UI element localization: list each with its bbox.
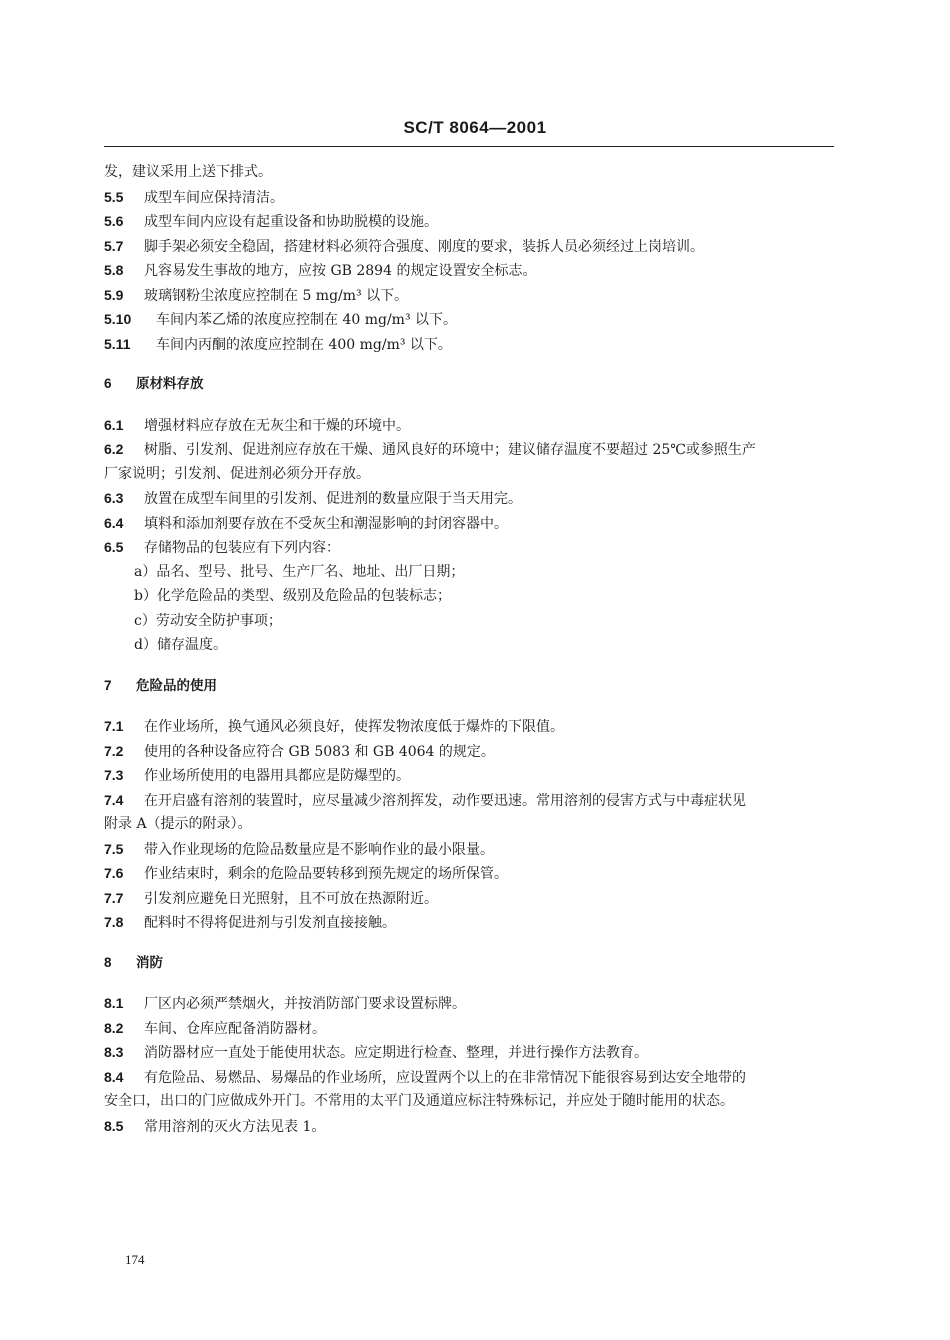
clause-text: 成型车间应保持清洁。 <box>144 189 284 206</box>
clause-7-4 <box>104 788 834 813</box>
clause-number: 7.6 <box>104 865 124 881</box>
clause-text: 凡容易发生事故的地方，应按 GB 2894 的规定设置安全标志。 <box>144 263 537 279</box>
section-title: 危险品的使用 <box>136 677 217 694</box>
spacer <box>104 356 834 372</box>
clause-6-4 <box>104 511 834 536</box>
clause-text: 消防器材应一直处于能使用状态。应定期进行检查、整理，并进行操作方法教育。 <box>144 1045 648 1061</box>
page-number: 174 <box>125 1252 145 1267</box>
clause-5-5 <box>104 185 834 210</box>
clause-5-10 <box>104 307 834 332</box>
clause-number: 7.3 <box>104 767 124 783</box>
section-title: 消防 <box>136 954 163 971</box>
clause-text: 车间、仓库应配备消防器材。 <box>144 1020 326 1037</box>
clause-7-6 <box>104 861 834 886</box>
clause-text: 车间内丙酮的浓度应控制在 400 mg/m³ 以下。 <box>156 336 452 353</box>
clause-text: 配料时不得将促进剂与引发剂直接接触。 <box>144 915 396 931</box>
clause-number: 7.4 <box>104 791 124 808</box>
clause-5-8 <box>104 258 834 283</box>
clause-text: 成型车间内应设有起重设备和协助脱模的设施。 <box>144 214 438 230</box>
text-line: 附录 A（提示的附录）。 <box>104 816 252 832</box>
clause-7-8 <box>104 910 834 935</box>
clause-7-7 <box>104 886 834 911</box>
clause-number: 5.5 <box>104 188 124 205</box>
section-heading-7 <box>104 674 834 699</box>
clause-text: 有危险品、易燃品、易爆品的作业场所，应设置两个以上的在非常情况下能很容易到达安全地带的 <box>144 1069 746 1086</box>
clause-8-1 <box>104 991 834 1016</box>
clause-number: 8.1 <box>104 995 124 1011</box>
clause-number: 5.11 <box>104 335 131 352</box>
clause-6-1 <box>104 413 834 438</box>
text-line: 发，建议采用上送下排式。 <box>104 164 272 180</box>
clause-text: 脚手架必须安全稳固，搭建材料必须符合强度、刚度的要求，装拆人员必须经过上岗培训。 <box>144 238 704 255</box>
clause-text: 在作业场所，换气通风必须良好，使挥发物浓度低于爆炸的下限值。 <box>144 719 564 735</box>
document-body <box>104 160 834 1138</box>
clause-text: 常用溶剂的灭火方法见表 1。 <box>144 1118 326 1135</box>
clause-text: 在开启盛有溶剂的装置时，应尽量减少溶剂挥发，动作要迅速。常用溶剂的侵害方式与中毒症状见 <box>144 792 746 809</box>
clause-text: 使用的各种设备应符合 GB 5083 和 GB 4064 的规定。 <box>144 743 495 760</box>
clause-text: 增强材料应存放在无灰尘和干燥的环境中。 <box>144 417 410 434</box>
clause-number: 7.8 <box>104 914 124 930</box>
clause-5-6 <box>104 209 834 234</box>
clause-number: 5.8 <box>104 262 124 278</box>
clause-number: 8.3 <box>104 1044 124 1060</box>
clause-number: 8.5 <box>104 1117 124 1134</box>
clause-number: 7.1 <box>104 718 124 734</box>
clause-number: 6.3 <box>104 490 124 506</box>
clause-number: 5.6 <box>104 213 124 229</box>
clause-8-5 <box>104 1114 834 1139</box>
clause-7-5 <box>104 837 834 862</box>
clause-8-2 <box>104 1016 834 1041</box>
clause-7-2 <box>104 739 834 764</box>
clause-number: 6.5 <box>104 539 124 555</box>
clause-6-2 <box>104 437 834 462</box>
text-line: 厂家说明；引发剂、促进剂必须分开存放。 <box>104 465 370 482</box>
clause-text: 填料和添加剂要存放在不受灰尘和潮湿影响的封闭容器中。 <box>144 515 508 532</box>
clause-number: 6.1 <box>104 416 124 433</box>
clause-number: 8.2 <box>104 1019 124 1036</box>
clause-text: 车间内苯乙烯的浓度应控制在 40 mg/m³ 以下。 <box>156 312 458 328</box>
section-title: 原材料存放 <box>136 376 204 392</box>
clause-number: 6.2 <box>104 441 124 457</box>
clause-text: 厂区内必须严禁烟火，并按消防部门要求设置标牌。 <box>144 996 466 1012</box>
clause-6-5 <box>104 535 834 560</box>
clause-text: 树脂、引发剂、促进剂应存放在干燥、通风良好的环境中；建议储存温度不要超过 25℃或参照生产 <box>144 442 756 458</box>
clause-5-7 <box>104 234 834 259</box>
list-item: a）品名、型号、批号、生产厂名、地址、出厂日期； <box>134 563 465 580</box>
clause-number: 7.5 <box>104 840 124 857</box>
clause-7-1 <box>104 714 834 739</box>
clause-text: 放置在成型车间里的引发剂、促进剂的数量应限于当天用完。 <box>144 491 522 507</box>
section-heading-6 <box>104 372 834 397</box>
clause-6-3 <box>104 486 834 511</box>
spacer <box>104 975 834 991</box>
list-item: c）劳动安全防护事项； <box>134 612 282 629</box>
clause-number: 5.10 <box>104 311 132 327</box>
spacer <box>104 935 834 951</box>
clause-text: 作业结束时，剩余的危险品要转移到预先规定的场所保管。 <box>144 866 508 882</box>
clause-text: 存储物品的包装应有下列内容： <box>144 540 340 556</box>
clause-number: 5.7 <box>104 237 124 254</box>
spacer <box>104 698 834 714</box>
page-header: SC/T 8064—2001 <box>403 118 547 137</box>
clause-text: 玻璃钢粉尘浓度应控制在 5 mg/m³ 以下。 <box>144 287 409 304</box>
spacer <box>104 397 834 413</box>
clause-5-11 <box>104 332 834 357</box>
list-item: b）化学危险品的类型、级别及危险品的包装标志； <box>134 588 451 604</box>
section-number: 7 <box>104 677 112 693</box>
clause-8-3 <box>104 1040 834 1065</box>
clause-number: 7.2 <box>104 742 124 759</box>
spacer <box>104 658 834 674</box>
clause-number: 6.4 <box>104 514 124 531</box>
section-number: 6 <box>104 376 112 391</box>
clause-text: 作业场所使用的电器用具都应是防爆型的。 <box>144 768 410 784</box>
clause-text: 带入作业现场的危险品数量应是不影响作业的最小限量。 <box>144 841 494 858</box>
clause-number: 8.4 <box>104 1068 124 1085</box>
clause-5-9 <box>104 283 834 308</box>
text-line: 安全口，出口的门应做成外开门。不常用的太平门及通道应标注特殊标记，并应处于随时能用的状态。 <box>104 1093 734 1109</box>
clause-text: 引发剂应避免日光照射，且不可放在热源附近。 <box>144 890 438 907</box>
header-rule <box>104 146 834 147</box>
clause-7-3 <box>104 763 834 788</box>
clause-8-4 <box>104 1065 834 1090</box>
section-number: 8 <box>104 954 112 970</box>
clause-number: 7.7 <box>104 889 124 906</box>
clause-number: 5.9 <box>104 286 124 303</box>
list-item: d）储存温度。 <box>134 637 227 653</box>
section-heading-8 <box>104 951 834 976</box>
